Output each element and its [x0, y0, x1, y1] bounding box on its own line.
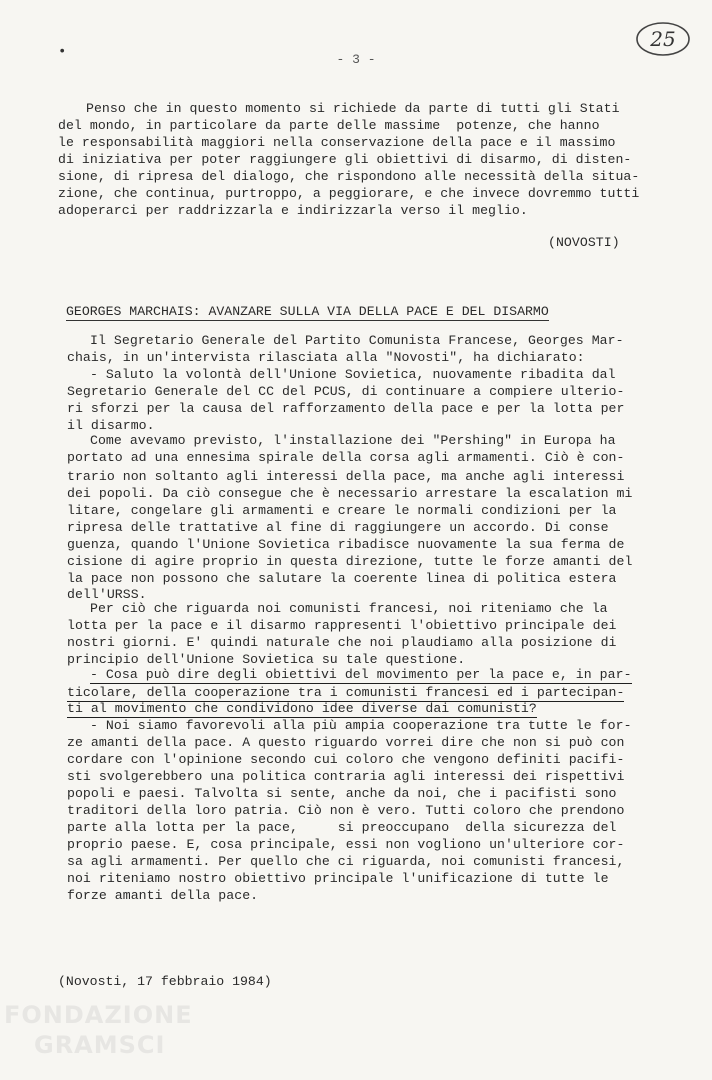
intro-line: zione, che continua, purtroppo, a peggiorare, e che invece dovremmo tutti	[58, 186, 640, 201]
article-line: ri sforzi per la causa del rafforzamento della pace e per la lotta per	[67, 401, 625, 416]
article-line: il disarmo.	[67, 418, 155, 433]
intro-source: (NOVOSTI)	[548, 235, 620, 250]
article-line: - Saluto la volontà dell'Unione Sovietica, nuovamente ribadita dal	[90, 367, 616, 382]
article-line: trario non soltanto agli interessi della pace, ma anche agli interessi	[67, 469, 625, 484]
article-line: la pace non possono che salutare la coerente linea di politica estera	[67, 571, 617, 586]
article-line: Segretario Generale del CC del PCUS, di continuare a compiere ulterio-	[67, 384, 625, 399]
margin-mark: •	[58, 44, 67, 60]
article-line: ripresa delle trattative al fine di raggiungere un accordo. Di conse	[67, 520, 609, 535]
article-line: noi riteniamo nostro obiettivo principale l'unificazione di tutte le	[67, 871, 609, 886]
article-line: cisione di agire proprio in questa direzione, tutte le forze amanti del	[67, 554, 633, 569]
article-headline: GEORGES MARCHAIS: AVANZARE SULLA VIA DELLA PACE E DEL DISARMO	[66, 304, 549, 319]
article-line: portato ad una ennesima spirale della corsa agli armamenti. Ciò è con-	[67, 450, 625, 465]
question-line: ti al movimento che condividono idee diverse dai comunisti?	[67, 701, 537, 716]
article-line: parte alla lotta per la pace, si preoccupano della sicurezza del	[67, 820, 617, 835]
article-line: litare, congelare gli armamenti e creare le normali condizioni per la	[67, 503, 617, 518]
article-line: Per ciò che riguarda noi comunisti francesi, noi riteniamo che la	[90, 601, 608, 616]
article-line: forze amanti della pace.	[67, 888, 259, 903]
folio-stamp	[634, 20, 692, 58]
article-line: dei popoli. Da ciò consegue che è necessario arrestare la escalation mi	[67, 486, 633, 501]
page-number: - 3 -	[336, 52, 376, 67]
intro-line: Penso che in questo momento si richiede da parte di tutti gli Stati	[86, 101, 620, 116]
citation: (Novosti, 17 febbraio 1984)	[58, 974, 272, 989]
article-line: chais, in un'intervista rilasciata alla "Novosti", ha dichiarato:	[67, 350, 585, 365]
folio-number: 25	[650, 27, 676, 51]
article-line: proprio paese. E, cosa principale, essi non vogliono un'ulteriore cor-	[67, 837, 625, 852]
article-line: - Noi siamo favorevoli alla più ampia cooperazione tra tutte le for-	[90, 718, 632, 733]
circled-folio-icon	[634, 20, 692, 58]
article-line: cordare con l'opinione secondo cui coloro che vengono definiti pacifi-	[67, 752, 625, 767]
intro-line: adoperarci per raddrizzarla e indirizzarla verso il meglio.	[58, 203, 528, 218]
intro-line: del mondo, in particolare da parte delle massime potenze, che hanno	[58, 118, 600, 133]
article-line: traditori della loro patria. Ciò non è vero. Tutti coloro che prendono	[67, 803, 625, 818]
article-line: Come avevamo previsto, l'installazione dei "Pershing" in Europa ha	[90, 433, 616, 448]
article-line: guenza, quando l'Unione Sovietica ribadisce nuovamente la sua ferma de	[67, 537, 625, 552]
watermark-line: GRAMSCI	[34, 1031, 166, 1059]
intro-line: di iniziativa per poter raggiungere gli obiettivi di disarmo, di disten-	[58, 152, 632, 167]
article-line: lotta per la pace e il disarmo rappresenti l'obiettivo principale dei	[67, 618, 617, 633]
intro-line: le responsabilità maggiori nella conservazione della pace e il massimo	[58, 135, 616, 150]
question-line: ticolare, della cooperazione tra i comunisti francesi ed i partecipan-	[67, 685, 625, 700]
article-line: sa agli armamenti. Per quello che ci riguarda, noi comunisti francesi,	[67, 854, 625, 869]
article-line: Il Segretario Generale del Partito Comunista Francese, Georges Mar-	[90, 333, 624, 348]
article-line: ze amanti della pace. A questo riguardo vorrei dire che non si può con	[67, 735, 625, 750]
article-line: nostri giorni. E' quindi naturale che noi plaudiamo alla posizione di	[67, 635, 617, 650]
article-line: principio dell'Unione Sovietica su tale questione.	[67, 652, 466, 667]
article-line: popoli e paesi. Talvolta si sente, anche da noi, che i pacifisti sono	[67, 786, 617, 801]
intro-line: sione, di ripresa del dialogo, che rispondono alle necessità della situa-	[58, 169, 640, 184]
archive-watermark	[4, 1000, 194, 1080]
article-line: sti svolgerebbero una politica contraria agli interessi dei rispettivi	[67, 769, 625, 784]
question-line: - Cosa può dire degli obiettivi del movimento per la pace e, in par-	[90, 667, 632, 682]
article-line: dell'URSS.	[67, 587, 147, 602]
watermark-line: FONDAZIONE	[4, 1001, 193, 1029]
